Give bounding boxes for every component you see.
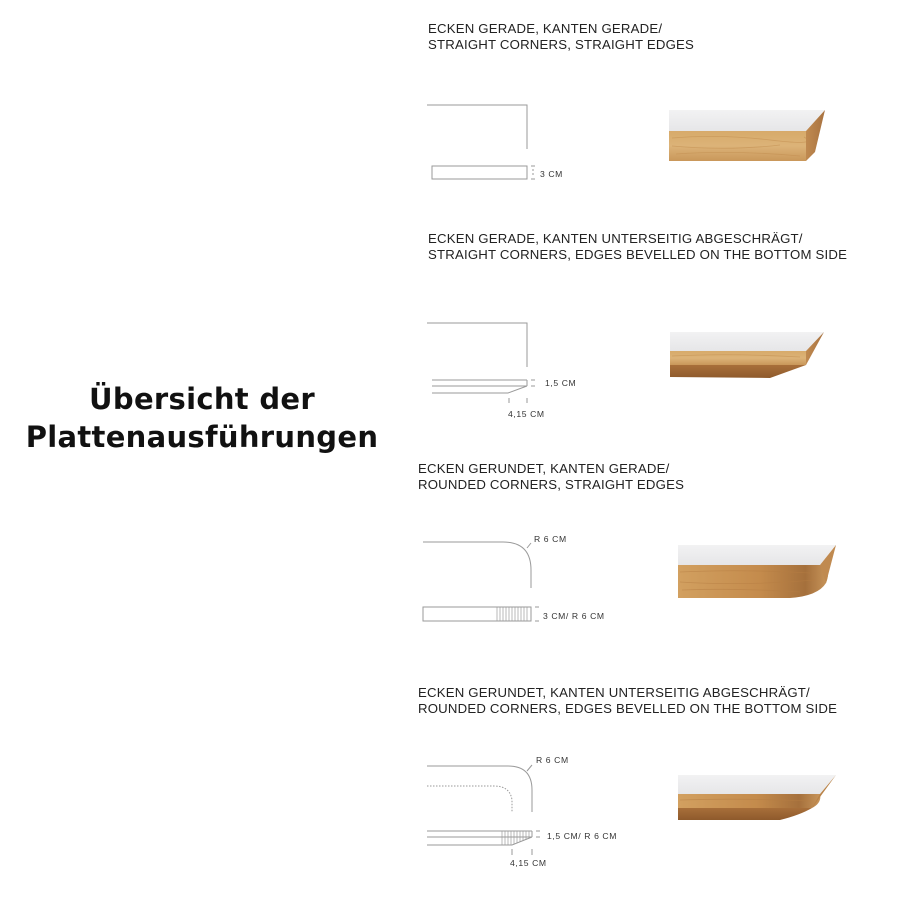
dimension-label: 3 CM [540, 169, 563, 179]
section-2-photo [670, 332, 824, 378]
section-4-title-de: ECKEN GERUNDET, KANTEN UNTERSEITIG ABGESCHRÄGT/ [418, 685, 810, 700]
section-4-photo [678, 775, 836, 820]
section-1-title-en: STRAIGHT CORNERS, STRAIGHT EDGES [428, 37, 695, 52]
dimension-label: R 6 CM [534, 534, 567, 544]
dimension-label: R 6 CM [536, 755, 569, 765]
section-2-title-de: ECKEN GERADE, KANTEN UNTERSEITIG ABGESCHRÄGT/ [428, 231, 803, 246]
section-3-title-en: ROUNDED CORNERS, STRAIGHT EDGES [418, 477, 685, 492]
section-1-photo [669, 110, 825, 161]
section-4-title-en: ROUNDED CORNERS, EDGES BEVELLED ON THE BOTTOM SIDE [418, 701, 838, 716]
section-1-title-de: ECKEN GERADE, KANTEN GERADE/ [428, 21, 663, 36]
section-2-drawing [427, 323, 535, 403]
section-1-drawing [427, 105, 535, 179]
dimension-label: 4,15 CM [510, 858, 547, 868]
page-title-line-1: Übersicht der [89, 382, 315, 416]
dimension-label: 4,15 CM [508, 409, 545, 419]
dimension-label: 1,5 CM [545, 378, 577, 388]
section-3-title-de: ECKEN GERUNDET, KANTEN GERADE/ [418, 461, 670, 476]
section-2-title-en: STRAIGHT CORNERS, EDGES BEVELLED ON THE BOTTOM SIDE [428, 247, 848, 262]
section-4-drawing [427, 765, 540, 855]
page-title-line-2: Plattenausführungen [25, 420, 379, 454]
dimension-label: 3 CM/ R 6 CM [543, 611, 605, 621]
section-3-photo [678, 545, 836, 598]
section-3-drawing [423, 542, 539, 621]
dimension-label: 1,5 CM/ R 6 CM [547, 831, 617, 841]
